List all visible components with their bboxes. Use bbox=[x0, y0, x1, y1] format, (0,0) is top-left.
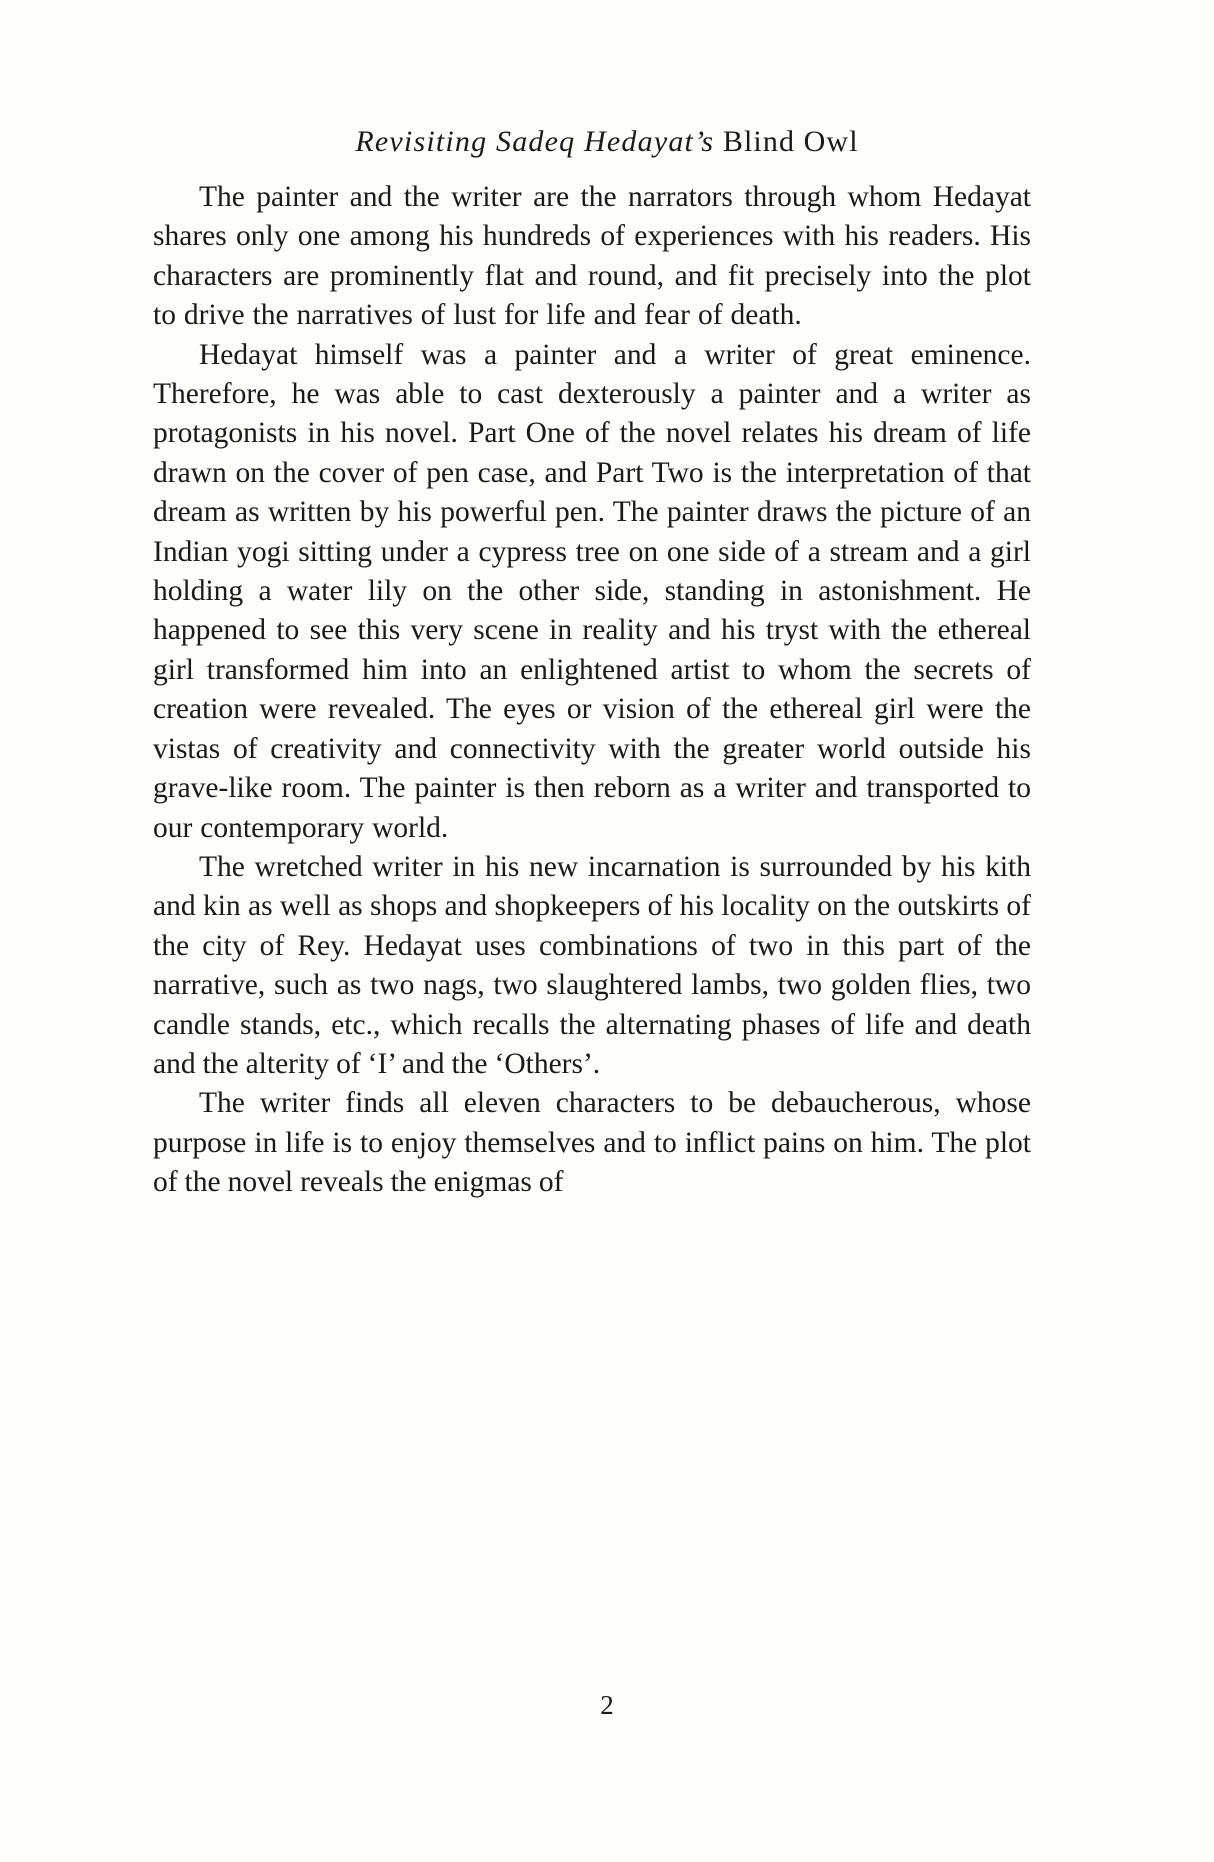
paragraph-3: The wretched writer in his new incarnation is surrounded by his kith and kin as well as shops and shopkeepers of his locality on the outskirts of the city of Rey. Hedayat uses combinations of two in this part of the narrative, such as two nags, two slaughtered lambs, two golden flies, two candle stands, etc., which recalls the alternating phases of life and death and the alterity of ‘I’ and the ‘Others’. bbox=[153, 850, 1031, 1080]
paragraph-4: The writer finds all eleven characters to be debaucherous, whose purpose in life is to enjoy themselves and to inflict pains on him. The plot of the novel reveals the enigmas of bbox=[153, 1087, 1031, 1199]
paragraph-2: Hedayat himself was a painter and a writer of great eminence. Therefore, he was able to cast dexterously a painter and a writer as protagonists in his novel. Part One of the novel relates his dream of life drawn on the cover of pen case, and Part Two is the interpretation of that dream as written by his powerful pen. The painter draws the picture of an Indian yogi sitting under a cypress tree on one side of a stream and a girl holding a water lily on the other side, standing in astonishment. He happened to see this very scene in reality and his tryst with the ethereal girl transformed him into an enlightened artist to whom the secrets of creation were revealed. The eyes or vision of the ethereal girl were the vistas of creativity and connectivity with the greater world outside his grave-like room. The painter is then reborn as a writer and transported to our contemporary world. bbox=[153, 338, 1031, 844]
running-header-title-italic: Revisiting Sadeq Hedayat’s bbox=[355, 125, 715, 158]
body-text-block bbox=[153, 178, 1031, 1203]
paragraph-1: The painter and the writer are the narrators through whom Hedayat shares only one among his hundreds of experiences with his readers. His characters are prominently flat and round, and fit precisely into the plot to drive the narratives of lust for life and fear of death. bbox=[153, 181, 1031, 332]
page-number: 2 bbox=[600, 1690, 614, 1720]
running-header bbox=[0, 122, 1214, 162]
running-header-title-roman: Blind Owl bbox=[714, 125, 859, 158]
